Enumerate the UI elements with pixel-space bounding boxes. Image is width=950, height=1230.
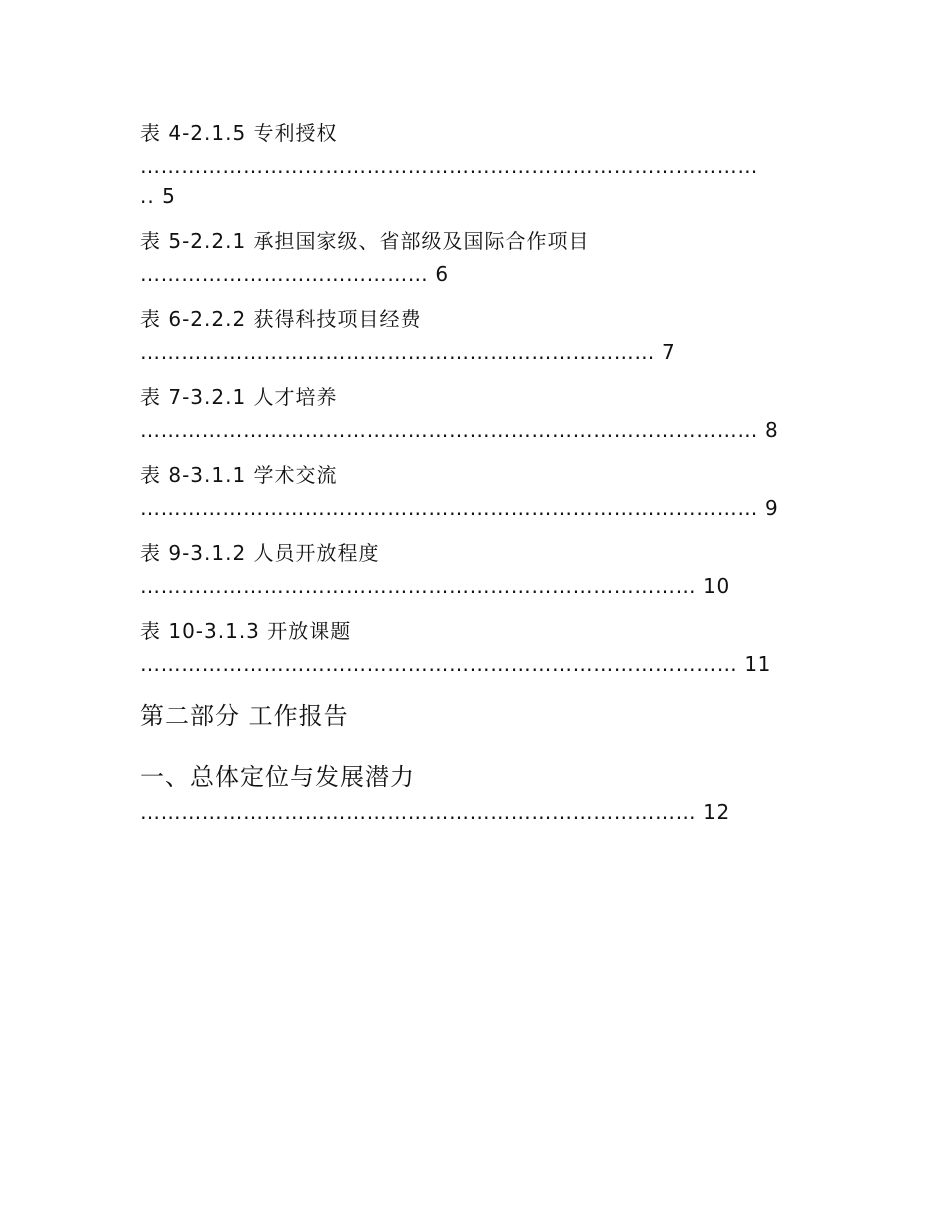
toc-entry-leader: ……………………………………………………………………………… 9 [140,496,779,520]
toc-entry-table-4[interactable] [140,118,820,211]
toc-entry-table-5[interactable] [140,226,820,289]
toc-entry-table-8[interactable] [140,460,820,523]
toc-entry-title: 表 6-2.2.2 获得科技项目经费 [140,307,422,331]
toc-entry-table-9[interactable] [140,538,820,601]
toc-entry-leader: ……………………………………………………………………………… 8 [140,418,779,442]
toc-entry-leader: ……………………………………………………………………… 12 [140,800,730,824]
toc-entry-leader: …………………………………… 6 [140,262,449,286]
table-of-contents [140,118,820,827]
toc-entry-title: 表 7-3.2.1 人才培养 [140,385,338,409]
toc-entry-page-number: .. 5 [140,184,176,208]
toc-entry-title: 表 5-2.2.1 承担国家级、省部级及国际合作项目 [140,229,590,253]
toc-entry-leader: ……………………………………………………………………………… [140,154,758,178]
toc-entry-table-7[interactable] [140,382,820,445]
toc-entry-table-6[interactable] [140,304,820,367]
toc-entry-section-1[interactable] [140,759,820,827]
toc-entry-leader: …………………………………………………………………………… 11 [140,652,772,676]
toc-entry-title: 表 9-3.1.2 人员开放程度 [140,541,380,565]
section-title: 一、总体定位与发展潜力 [140,763,415,791]
toc-entry-leader: ………………………………………………………………… 7 [140,340,676,364]
toc-entry-title: 表 10-3.1.3 开放课题 [140,619,352,643]
toc-entry-title: 表 8-3.1.1 学术交流 [140,463,338,487]
part-heading: 第二部分 工作报告 [140,702,349,730]
toc-entry-title: 表 4-2.1.5 专利授权 [140,121,338,145]
toc-entry-table-10[interactable] [140,616,820,679]
toc-entry-leader: ……………………………………………………………………… 10 [140,574,730,598]
